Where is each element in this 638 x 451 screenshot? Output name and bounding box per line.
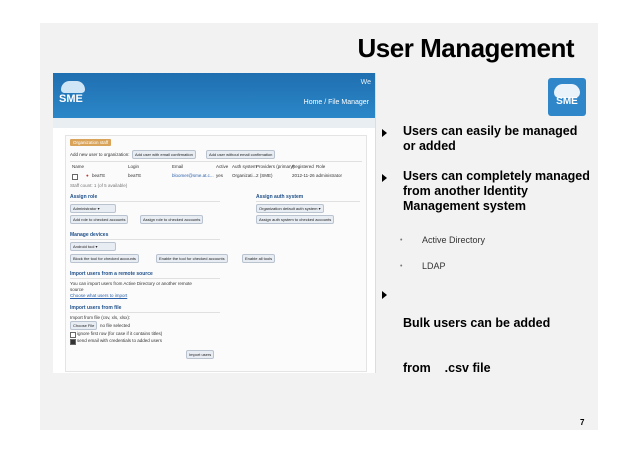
page-number: 7 (580, 418, 585, 427)
divider (70, 312, 220, 313)
auth-select[interactable]: Organization default auth system ▾ (256, 204, 324, 213)
col-email: Email (172, 164, 184, 169)
add-user-email-button[interactable]: Add user with email confirmation (132, 150, 196, 159)
send-email-checkbox[interactable] (70, 339, 76, 345)
import-file-text: Import from file (csv, xls, xlsx): (70, 315, 131, 320)
bullet-arrow-icon (382, 291, 387, 299)
auth-select-value: Organization default auth system (259, 206, 318, 211)
add-role-button[interactable]: Add role to checked accounts (70, 215, 128, 224)
col-active: Active (216, 164, 229, 169)
sub-bar (53, 118, 375, 128)
divider (70, 239, 220, 240)
sme-logo (548, 78, 586, 116)
row-providers: 2 (SME) (256, 173, 273, 178)
add-user-label: Add new user to organization: (70, 152, 130, 157)
enable-all-tools-button[interactable]: Enable all tools (242, 254, 275, 263)
bullet-1 (403, 124, 577, 154)
divider (70, 161, 362, 162)
sub-bullet-active-directory: Active Directory (422, 235, 486, 245)
bullet-arrow-icon (382, 174, 387, 182)
divider (70, 201, 220, 202)
sub-bullet-dot: • (400, 237, 403, 244)
device-select-value: Android tool (73, 244, 95, 249)
user-icon: ● (86, 173, 89, 178)
import-remote-text-2: source (70, 287, 84, 292)
cloud-icon (61, 81, 85, 93)
manage-devices-heading: Manage devices (70, 232, 109, 238)
bullet-1-line-2: or added (403, 139, 456, 153)
bullet-2-line-1: Users can completely managed (403, 169, 590, 183)
slide-title: User Management (357, 33, 574, 63)
app-logo-text: SME (59, 93, 83, 105)
bullet-3 (403, 286, 550, 391)
col-login: Login (128, 164, 140, 169)
import-remote-heading: Import users from a remote source (70, 271, 153, 277)
bullet-3-line-1: Bulk users can be added (403, 316, 551, 330)
choose-file-button[interactable]: Choose File (70, 321, 97, 330)
role-select[interactable]: Administrator ▾ (70, 204, 116, 213)
divider (70, 278, 220, 279)
sub-bullet-dot: • (400, 263, 403, 270)
assign-auth-button[interactable]: Assign auth system to checked accounts (256, 215, 334, 224)
device-select[interactable]: Android tool ▾ (70, 242, 116, 251)
col-role: Role (316, 164, 326, 169)
assign-auth-heading: Assign auth system (256, 194, 304, 200)
ignore-first-checkbox[interactable] (70, 332, 76, 338)
role-select-value: Administrator (73, 206, 97, 211)
bullet-2 (403, 169, 590, 214)
enable-tool-button[interactable]: Enable the tool for checked accounts (156, 254, 228, 263)
row-role: administrator (316, 173, 343, 178)
breadcrumb[interactable]: Home / File Manager (303, 99, 369, 106)
assign-role-heading: Assign role (70, 194, 98, 200)
sub-bullet-ldap: LDAP (422, 261, 446, 271)
row-name[interactable]: beaTE (92, 173, 106, 178)
col-providers: Providers (primary) (256, 164, 295, 169)
import-file-heading: Import users from file (70, 305, 122, 311)
row-auth: Organizati... (232, 173, 257, 178)
divider (256, 201, 360, 202)
app-topbar (53, 73, 375, 118)
app-screenshot (53, 73, 376, 373)
welcome-text: We (360, 79, 371, 86)
send-email-label: send email with credentials to added users (77, 338, 163, 343)
row-login: beaTE (128, 173, 142, 178)
col-auth: Auth system (232, 164, 257, 169)
no-file-text: no file selected (100, 323, 131, 328)
staff-panel (65, 135, 367, 372)
choose-users-link[interactable]: Choose what users to import (70, 293, 128, 298)
ignore-first-label: ignore first row (for case if it contains titles) (77, 331, 163, 336)
bullet-2-line-2: from another Identity (403, 184, 529, 198)
bullet-3-line-2: from .csv file (403, 361, 491, 375)
row-active: yes (216, 173, 224, 178)
col-name: Name (72, 164, 85, 169)
add-user-no-email-button[interactable]: Add user without email confirmation (206, 150, 275, 159)
app-logo[interactable] (59, 79, 89, 109)
bullet-1-line-1: Users can easily be managed (403, 124, 578, 138)
row-email[interactable]: bloomer@sme.at.c... (172, 173, 214, 178)
logo-text: SME (556, 96, 578, 107)
import-users-button[interactable]: Import users (186, 350, 214, 359)
import-remote-text: You can import users from Active Directory or another remote (70, 281, 192, 286)
block-tool-button[interactable]: Block the tool for checked accounts (70, 254, 139, 263)
assign-role-button[interactable]: Assign role to checked accounts (140, 215, 203, 224)
row-registered: 2012-11-26 (292, 173, 315, 178)
bullet-arrow-icon (382, 129, 387, 137)
row-checkbox[interactable] (72, 174, 78, 180)
col-registered: Registered (292, 164, 314, 169)
staff-count: Staff count: 1 (of 5 available) (70, 183, 128, 188)
tab-organization-staff[interactable]: Organization staff (70, 139, 111, 146)
bullet-2-line-3: Management system (403, 199, 526, 213)
